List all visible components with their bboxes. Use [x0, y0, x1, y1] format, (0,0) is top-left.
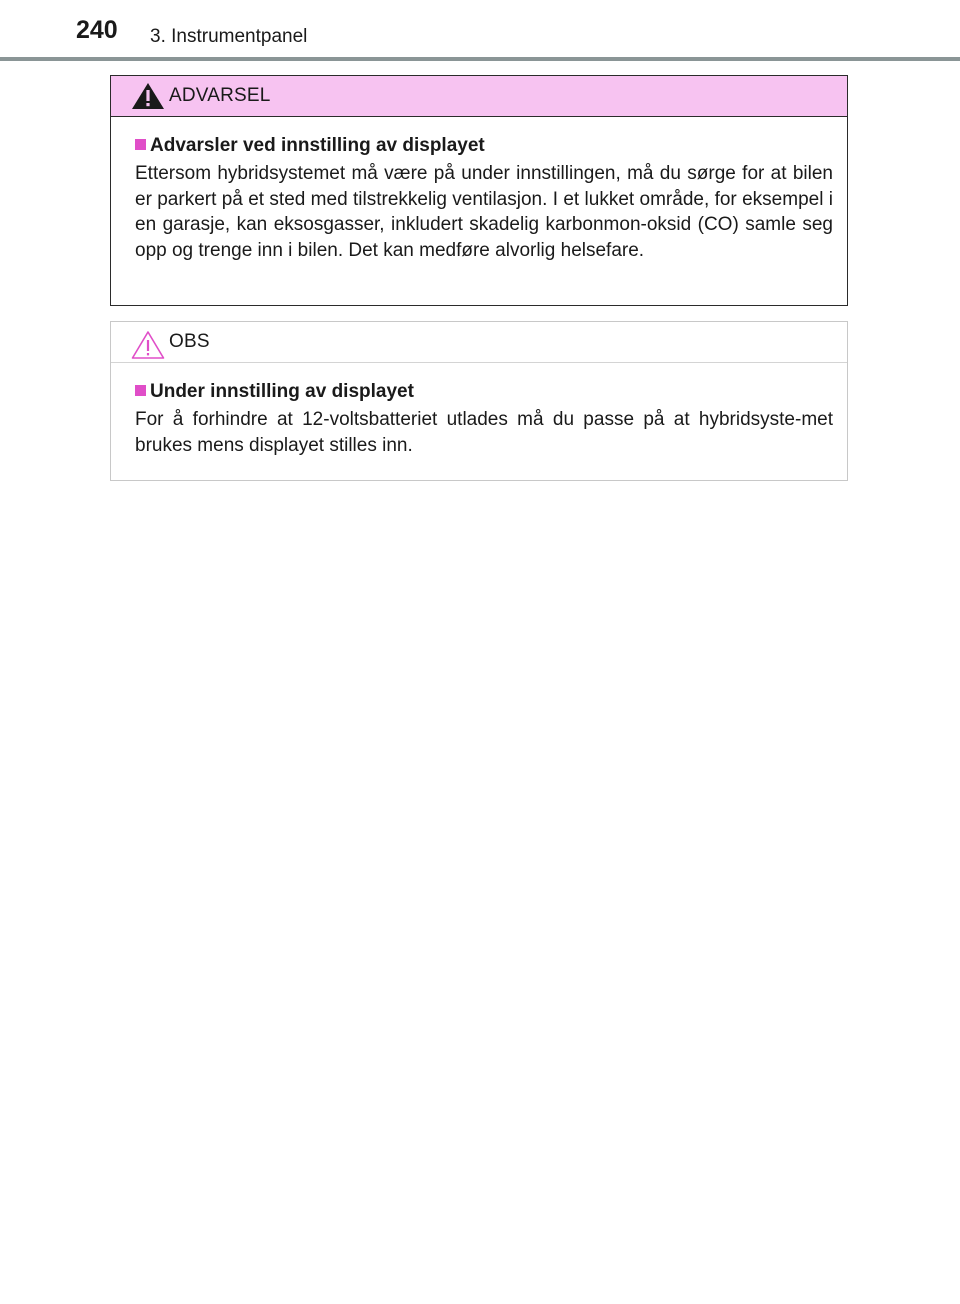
header-divider — [0, 57, 960, 61]
notice-heading-text: Under innstilling av displayet — [150, 381, 414, 402]
notice-section — [111, 363, 847, 458]
warning-triangle-filled-icon — [131, 82, 165, 110]
warning-section — [111, 117, 847, 263]
warning-header — [111, 76, 847, 117]
notice-label: OBS — [169, 331, 210, 352]
bullet-square-icon — [135, 139, 146, 150]
warning-label: ADVARSEL — [169, 85, 271, 106]
warning-heading — [135, 133, 833, 159]
page-number: 240 — [76, 16, 118, 44]
notice-heading — [135, 379, 833, 405]
warning-box — [110, 75, 848, 306]
warning-heading-text: Advarsler ved innstilling av displayet — [150, 135, 485, 156]
warning-text: Ettersom hybridsystemet må være på under innstillingen, må du sørge for at bilen er parkert på et sted med tilstrekkelig ventilasjon. I et lukket område, for eksempel i en garasje, kan eksosgasser, inkludert skadelig karbonmon-oksid (CO) samle seg opp og trenge inn i bilen. Det kan medføre alvorlig helsefare. — [135, 163, 833, 261]
page-header — [0, 0, 960, 62]
chapter-title: 3. Instrumentpanel — [150, 26, 308, 47]
warning-triangle-outline-icon — [131, 330, 165, 360]
notice-box — [110, 321, 848, 481]
notice-header — [111, 322, 847, 363]
notice-text: For å forhindre at 12-voltsbatteriet utlades må du passe på at hybridsyste-met brukes mens displayet stilles inn. — [135, 409, 833, 456]
bullet-square-icon — [135, 385, 146, 396]
